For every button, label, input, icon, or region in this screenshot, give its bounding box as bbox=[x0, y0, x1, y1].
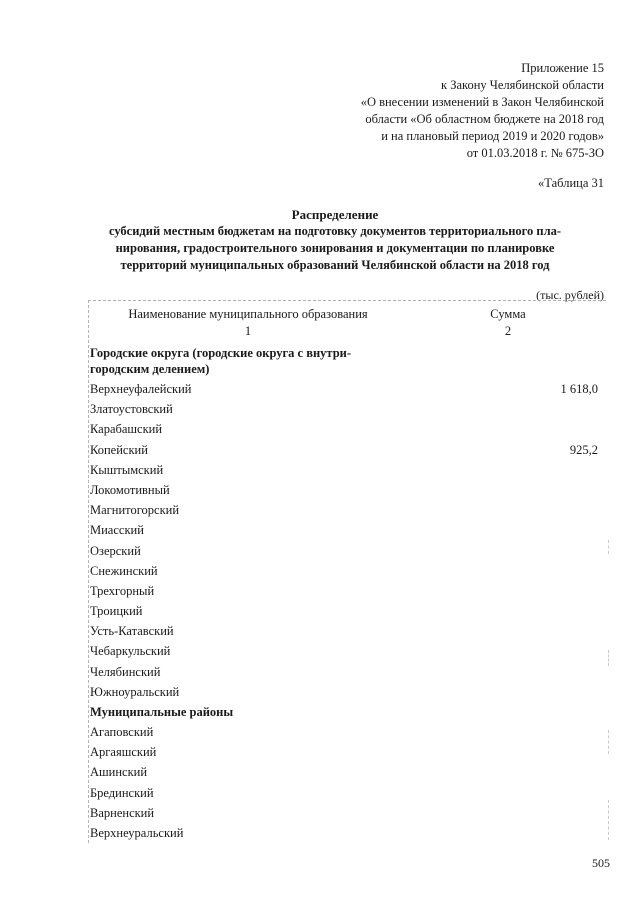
table-row bbox=[88, 762, 606, 782]
municipality-name: Чебаркульский bbox=[90, 644, 171, 659]
municipality-name: Городские округа (городские округа с внутри-городским делением) bbox=[90, 346, 352, 376]
heading-line: нирования, градостроительного зонирования и документации по планировке bbox=[115, 241, 555, 255]
header-column-number: 2 bbox=[504, 324, 512, 338]
municipality-name: Верхнеуфалейский bbox=[90, 382, 192, 396]
municipality-name: Кыштымский bbox=[90, 462, 164, 477]
appendix-line: от 01.03.2018 г. № 675-ЗО bbox=[466, 146, 604, 160]
municipality-name: Верхнеуральский bbox=[90, 825, 184, 840]
table-row bbox=[88, 823, 606, 843]
subsidy-table bbox=[88, 300, 606, 843]
header-name-column: Наименование муниципального образования bbox=[128, 307, 368, 321]
table-row bbox=[88, 601, 606, 621]
document-heading bbox=[80, 206, 590, 274]
municipality-name: Усть-Катавский bbox=[90, 624, 174, 639]
appendix-line: Приложение 15 bbox=[521, 61, 604, 75]
municipality-name: Карабашский bbox=[90, 422, 163, 437]
municipality-name: Копейский bbox=[90, 442, 148, 457]
appendix-line: «О внесении изменений в Закон Челябинской bbox=[360, 95, 604, 109]
table-row bbox=[88, 379, 606, 399]
table-row bbox=[88, 803, 606, 823]
table-row bbox=[88, 541, 606, 561]
table-row bbox=[88, 742, 606, 762]
subsidy-amount: 1 618,0 bbox=[560, 382, 598, 396]
scan-mark bbox=[608, 650, 610, 666]
municipality-name: Озерский bbox=[90, 543, 141, 558]
table-group-row bbox=[88, 702, 400, 722]
municipality-name: Муниципальные районы bbox=[90, 705, 234, 719]
table-row bbox=[88, 662, 606, 682]
table-header bbox=[88, 300, 606, 343]
municipality-name: Троицкий bbox=[90, 604, 143, 619]
heading-line: территорий муниципальных образований Челябинской области на 2018 год bbox=[120, 258, 550, 272]
table-row bbox=[88, 561, 606, 581]
municipality-name: Ашинский bbox=[90, 765, 148, 780]
table-body bbox=[88, 343, 606, 843]
table-row bbox=[88, 520, 606, 540]
page-number: 505 bbox=[592, 856, 610, 870]
municipality-name: Аргаяшский bbox=[90, 745, 157, 760]
appendix-block bbox=[361, 60, 604, 162]
table-row bbox=[88, 399, 606, 419]
scan-mark bbox=[608, 730, 610, 754]
header-sum-column: Сумма bbox=[490, 307, 526, 321]
municipality-name: Снежинский bbox=[90, 563, 158, 578]
table-number: «Таблица 31 bbox=[538, 176, 604, 190]
header-column-number: 1 bbox=[244, 324, 252, 338]
appendix-line: к Закону Челябинской области bbox=[441, 78, 604, 92]
table-row bbox=[88, 641, 606, 661]
table-row bbox=[88, 722, 606, 742]
table-row bbox=[88, 480, 606, 500]
table-group-row bbox=[88, 343, 400, 379]
municipality-name: Златоустовский bbox=[90, 402, 173, 417]
municipality-name: Трехгорный bbox=[90, 583, 155, 598]
table-row bbox=[88, 419, 606, 439]
appendix-line: и на плановый период 2019 и 2020 годов» bbox=[381, 129, 604, 143]
municipality-name: Брединский bbox=[90, 785, 154, 800]
appendix-line: области «Об областном бюджете на 2018 год bbox=[365, 112, 604, 126]
units-label: (тыс. рублей) bbox=[536, 288, 604, 302]
subsidy-amount: 925,2 bbox=[569, 442, 598, 457]
municipality-name: Южноуральский bbox=[90, 684, 180, 699]
table-row bbox=[88, 682, 606, 702]
municipality-name: Варненский bbox=[90, 805, 155, 820]
municipality-name: Челябинский bbox=[90, 664, 161, 679]
scan-mark bbox=[608, 540, 610, 554]
municipality-name: Локомотивный bbox=[90, 482, 170, 497]
table-row bbox=[88, 783, 606, 803]
scan-mark bbox=[608, 800, 610, 840]
table-row bbox=[88, 581, 606, 601]
heading-line: субсидий местным бюджетам на подготовку документов территориального пла- bbox=[108, 224, 562, 238]
table-row bbox=[88, 460, 606, 480]
municipality-name: Магнитогорский bbox=[90, 503, 180, 518]
heading-title: Распределение bbox=[291, 207, 379, 222]
municipality-name: Миасский bbox=[90, 523, 144, 538]
table-row bbox=[88, 500, 606, 520]
table-row bbox=[88, 621, 606, 641]
table-row bbox=[88, 440, 606, 460]
municipality-name: Агаповский bbox=[90, 725, 154, 739]
